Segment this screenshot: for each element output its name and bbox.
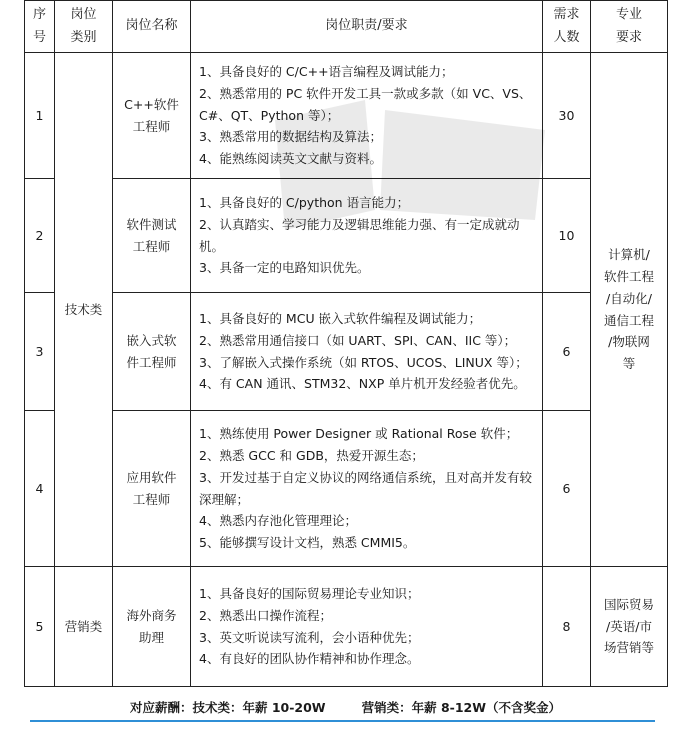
headcount: 30 bbox=[543, 53, 591, 179]
table-row bbox=[25, 293, 668, 411]
table-row bbox=[25, 53, 668, 179]
headcount: 6 bbox=[543, 293, 591, 411]
headcount: 8 bbox=[543, 567, 591, 687]
row-number: 5 bbox=[25, 567, 55, 687]
headcount: 6 bbox=[543, 411, 591, 567]
recruitment-table bbox=[24, 0, 668, 687]
footer-rule bbox=[30, 720, 655, 722]
job-title: 应用软件 工程师 bbox=[113, 411, 191, 567]
job-title: 软件测试 工程师 bbox=[113, 179, 191, 293]
job-title: C++软件 工程师 bbox=[113, 53, 191, 179]
category-cell-tech: 技术类 bbox=[55, 53, 113, 567]
job-duties: 1、具备良好的 MCU 嵌入式软件编程及调试能力； 2、熟悉常用通信接口（如 UART、SPI、CAN、IIC 等）； 3、了解嵌入式操作系统（如 RTOS、UCOS、LINUX 等）； 4、有 CAN 通讯、STM32、NXP 单片机开发经验者优先。 bbox=[191, 293, 543, 411]
major-cell-sales: 国际贸易 /英语/市 场营销等 bbox=[591, 567, 668, 687]
category-cell-sales: 营销类 bbox=[55, 567, 113, 687]
job-duties: 1、熟练使用 Power Designer 或 Rational Rose 软件； 2、熟悉 GCC 和 GDB，热爱开源生态； 3、开发过基于自定义协议的网络通信系统，且对高并发有较深理解； 4、熟悉内存池化管理理论； 5、能够撰写设计文档，熟悉 CMMI5。 bbox=[191, 411, 543, 567]
salary-tech: 对应薪酬：技术类：年薪 10-20W bbox=[129, 700, 326, 715]
table-row bbox=[25, 411, 668, 567]
row-number: 3 bbox=[25, 293, 55, 411]
salary-line bbox=[24, 698, 667, 716]
header-duties: 岗位职责/要求 bbox=[191, 1, 543, 53]
row-number: 2 bbox=[25, 179, 55, 293]
job-duties: 1、具备良好的 C/C++语言编程及调试能力； 2、熟悉常用的 PC 软件开发工具一款或多款（如 VC、VS、C#、QT、Python 等）； 3、熟悉常用的数据结构及算法； 4、能熟练阅读英文文献与资料。 bbox=[191, 53, 543, 179]
row-number: 1 bbox=[25, 53, 55, 179]
header-major: 专业 要求 bbox=[591, 1, 668, 53]
table-row bbox=[25, 567, 668, 687]
major-cell-tech: 计算机/ 软件工程 /自动化/ 通信工程 /物联网 等 bbox=[591, 53, 668, 567]
recruitment-table-container bbox=[24, 0, 667, 687]
salary-sales: 营销类：年薪 8-12W（不含奖金） bbox=[361, 700, 562, 715]
job-duties: 1、具备良好的国际贸易理论专业知识； 2、熟悉出口操作流程； 3、英文听说读写流利，会小语种优先； 4、有良好的团队协作精神和协作理念。 bbox=[191, 567, 543, 687]
job-duties: 1、具备良好的 C/python 语言能力； 2、认真踏实、学习能力及逻辑思维能力强、有一定成就动机。 3、具备一定的电路知识优先。 bbox=[191, 179, 543, 293]
headcount: 10 bbox=[543, 179, 591, 293]
job-title: 嵌入式软 件工程师 bbox=[113, 293, 191, 411]
header-category: 岗位 类别 bbox=[55, 1, 113, 53]
header-row bbox=[25, 1, 668, 53]
header-count: 需求 人数 bbox=[543, 1, 591, 53]
header-title: 岗位名称 bbox=[113, 1, 191, 53]
header-no: 序 号 bbox=[25, 1, 55, 53]
row-number: 4 bbox=[25, 411, 55, 567]
table-row bbox=[25, 179, 668, 293]
job-title: 海外商务 助理 bbox=[113, 567, 191, 687]
